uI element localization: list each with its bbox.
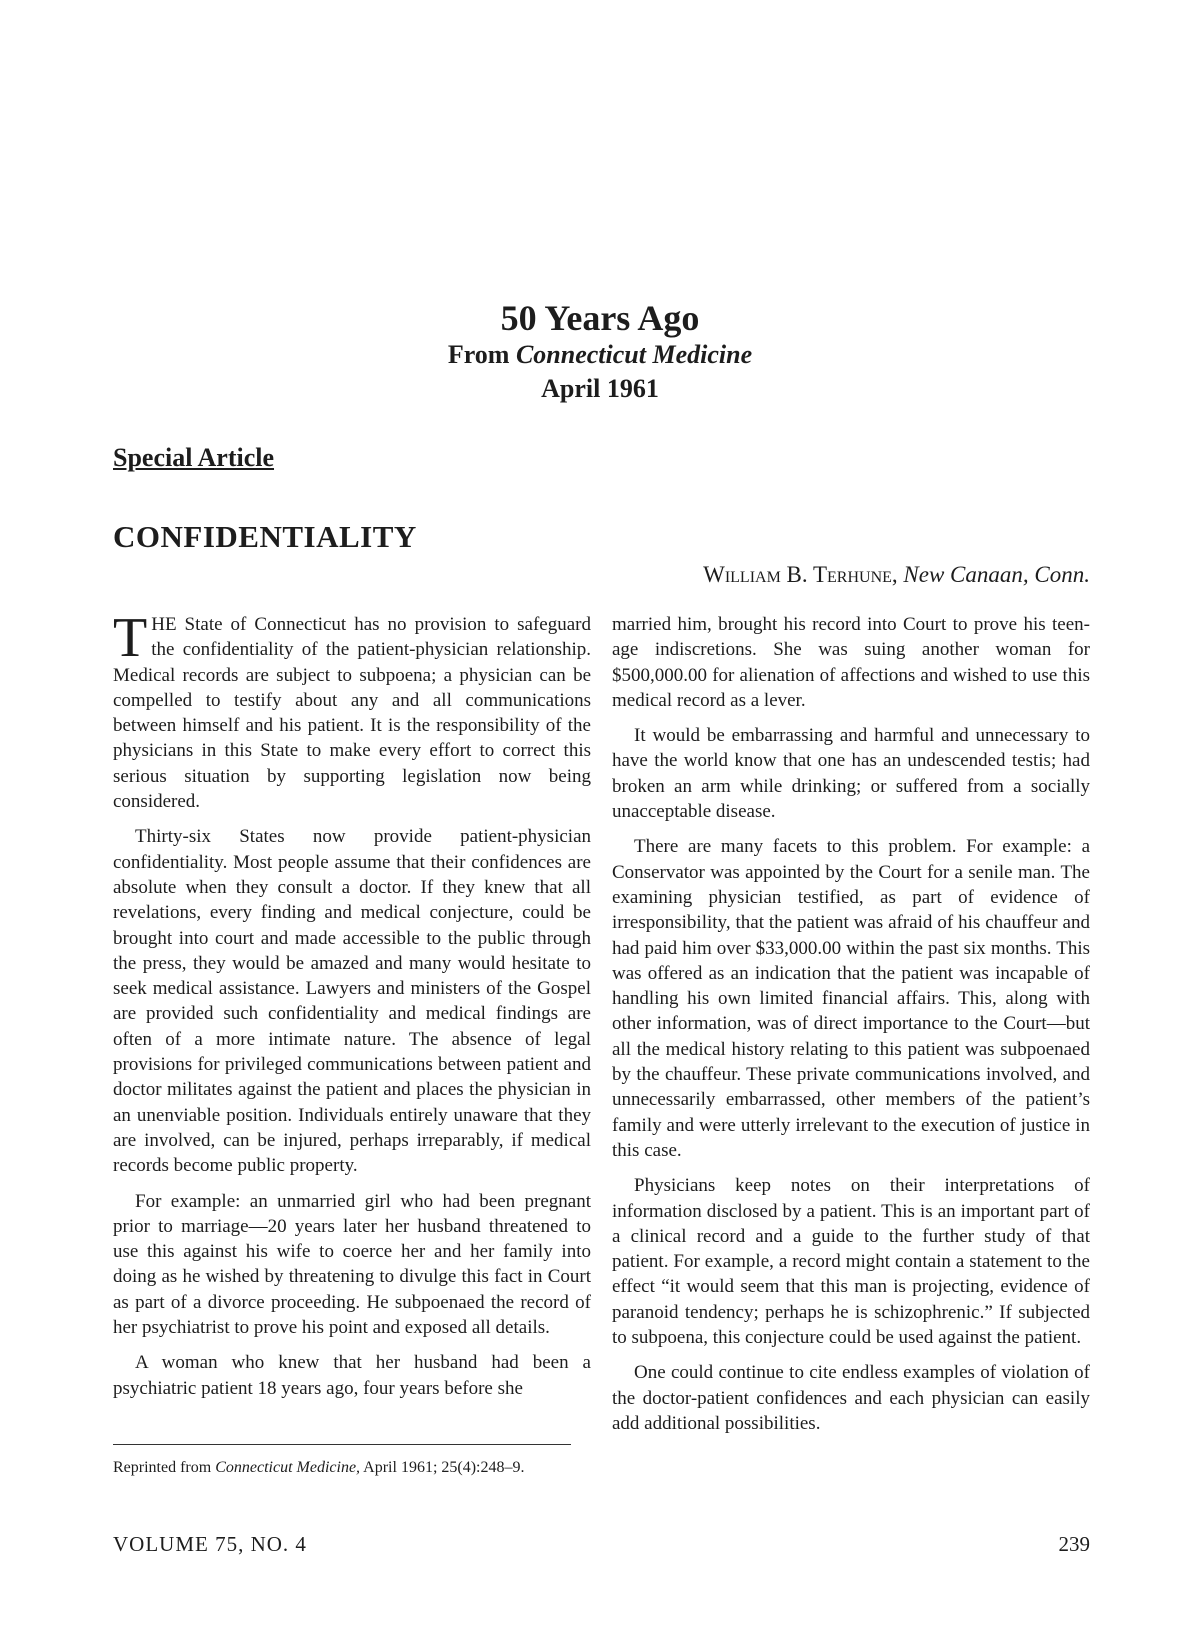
source-prefix: From xyxy=(447,340,516,369)
section-label: Special Article xyxy=(113,443,275,472)
author-name: William B. Terhune, xyxy=(703,562,898,587)
footnote-divider xyxy=(113,1444,571,1445)
source-journal: Connecticut Medicine xyxy=(515,340,753,369)
right-column xyxy=(612,612,1090,1446)
paragraph: Thirty-six States now provide patient-physician confidentiality. Most people assume that their confidences are absolute when they consult a doctor. If they knew that all revelations, every finding and medical conjecture, could be brought into court and made accessible to the public through the press, they would be amazed and many would hesitate to seek medical assistance. Lawyers and ministers of the Gospel are provided such confidentiality and medical findings are often of a more intimate nature. The absence of legal provisions for privileged communications between patient and doctor militates against the patient and places the physician in an unenviable position. Individuals entirely unaware that they are involved, can be injured, perhaps irreparably, if medical records become public property. xyxy=(113,826,591,1177)
paragraph: For example: an unmarried girl who had been pregnant prior to marriage—20 years later her husband threatened to use this against his wife to coerce her and her family into doing as he wished by threatening to divulge this fact in Court as part of a divorce proceeding. He subpoenaed the record of her psychiatrist to prove his point and exposed all details. xyxy=(113,1190,591,1339)
paragraph: There are many facets to this problem. For example: a Conservator was appointed by the Court for a senile man. The examining physician testified, as part of evidence of irresponsibility, that the patient was afraid of his chauffeur and had paid him over $33,000.00 within the past six months. This was offered as an indication that the patient was incapable of handling his own limited financial affairs. This, along with other information, was of direct importance to the Court—but all the medical history relating to this patient was subpoenaed by the chauffeur. These private communications involved, and unnecessarily embarrassed, other members of the patient’s family and were utterly irrelevant to the execution of justice in this case. xyxy=(612,836,1090,1161)
paragraph: One could continue to cite endless examples of violation of the doctor-patient confidences and each physician can easily add additional possibilities. xyxy=(612,1362,1090,1434)
page-title: 50 Years Ago xyxy=(500,298,700,338)
byline xyxy=(703,560,1090,590)
drop-cap: T xyxy=(113,607,148,669)
footer-volume: VOLUME 75, NO. 4 xyxy=(113,1532,307,1556)
footnote-prefix: Reprinted from xyxy=(113,1459,216,1476)
paragraph-text: HE State of Connecticut has no provision to safeguard the confidentiality of the patient-physician relationship. Medical records are subject to subpoena; a physician can be compelled to testify about any and all communications between himself and his patient. It is the responsibility of the physicians in this State to make every effort to correct this serious situation by supporting legislation now being considered. xyxy=(113,614,591,813)
article-title: CONFIDENTIALITY xyxy=(113,519,417,554)
footnote xyxy=(113,1457,524,1479)
footnote-citation: April 1961; 25(4):248–9. xyxy=(360,1459,525,1476)
paragraph: It would be embarrassing and harmful and unnecessary to have the world know that one has an undescended testis; had broken an arm while drinking; or suffered from a socially unacceptable disease. xyxy=(612,725,1090,823)
paragraph xyxy=(113,607,591,814)
paragraph: A woman who knew that her husband had been a psychiatric patient 18 years ago, four years before she xyxy=(113,1352,591,1399)
source-line xyxy=(0,339,1200,371)
page-number: 239 xyxy=(1058,1532,1090,1556)
issue-date: April 1961 xyxy=(541,374,659,403)
paragraph: Physicians keep notes on their interpretations of information disclosed by a patient. This is an important part of a clinical record and a guide to the further study of that patient. For example, a record might contain a statement to the effect “it would seem that this man is projecting, evidence of paranoid tendency; perhaps he is schizophrenic.” If subjected to subpoena, this conjecture could be used against the patient. xyxy=(612,1175,1090,1349)
paragraph: married him, brought his record into Court to prove his teen-age indiscretions. She was suing another woman for $500,000.00 for alienation of affections and wished to use this medical record as a lever. xyxy=(612,614,1090,711)
author-location: New Canaan, Conn. xyxy=(903,562,1090,587)
left-column xyxy=(113,607,591,1411)
footnote-journal: Connecticut Medicine, xyxy=(215,1459,361,1476)
